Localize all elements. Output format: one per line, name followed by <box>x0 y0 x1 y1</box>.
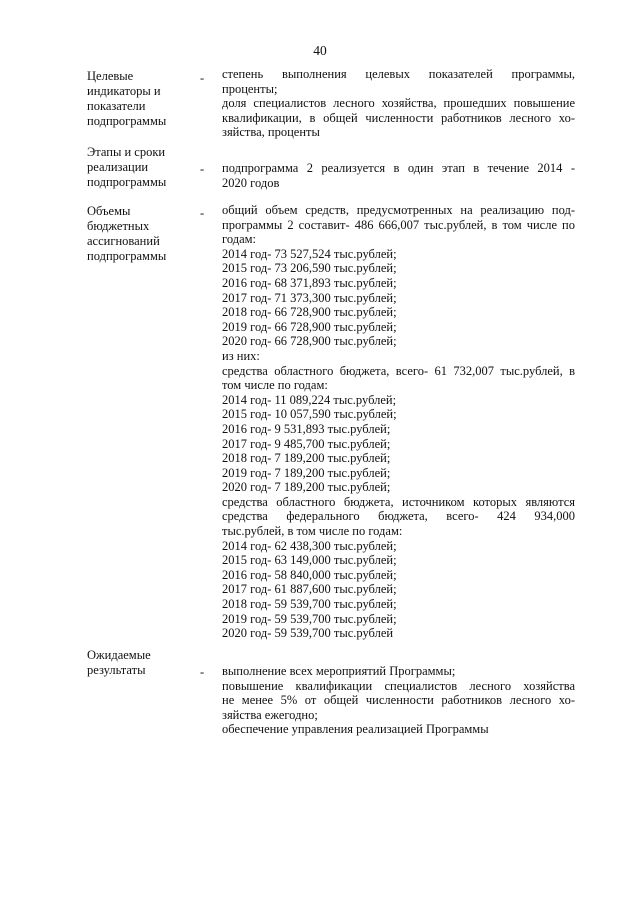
label-line: показатели <box>87 99 146 113</box>
content-line: 2019 год- 66 728,900 тыс.рублей; <box>222 319 397 334</box>
section-dash: - <box>200 71 205 85</box>
content-line: зяйства ежегодно; <box>222 707 318 722</box>
content-line: из них: <box>222 348 260 363</box>
content-line: подпрограмма 2 реализуется в один этап в течение 2014 - <box>222 161 575 175</box>
content-line: 2020 год- 7 189,200 тыс.рублей; <box>222 480 391 495</box>
content-line: зяйства, проценты <box>222 125 320 140</box>
section-content <box>222 67 575 140</box>
content-line: 2015 год- 63 149,000 тыс.рублей; <box>222 553 397 568</box>
content-line: квалификации, в общей численности работников лесного хо- <box>222 110 575 125</box>
content-line: 2018 год- 59 539,700 тыс.рублей; <box>222 597 397 612</box>
section-dash: - <box>200 162 205 176</box>
content-line: 2014 год- 62 438,300 тыс.рублей; <box>222 538 397 553</box>
content-line: общий объем средств, предусмотренных на реализацию под- <box>222 203 575 217</box>
section-label <box>87 204 195 264</box>
section-label <box>87 648 195 678</box>
content-line: средства областного бюджета, источником которых являются <box>222 494 575 509</box>
section-content <box>222 203 575 641</box>
content-line: средства областного бюджета, всего- 61 732,007 тыс.рублей, в <box>222 363 575 378</box>
section-content <box>222 161 575 190</box>
label-line: ассигнований <box>87 234 160 248</box>
label-line: Этапы и сроки <box>87 145 166 159</box>
section-dash: - <box>200 206 205 220</box>
content-line: годам: <box>222 232 256 247</box>
content-line: степень выполнения целевых показателей программы, <box>222 67 575 81</box>
content-line: 2017 год- 61 887,600 тыс.рублей; <box>222 582 397 597</box>
label-line: Ожидаемые <box>87 648 151 662</box>
content-line: 2018 год- 7 189,200 тыс.рублей; <box>222 451 391 466</box>
content-line: 2014 год- 73 527,524 тыс.рублей; <box>222 246 397 261</box>
label-line: реализации <box>87 160 149 174</box>
content-line: 2016 год- 58 840,000 тыс.рублей; <box>222 567 397 582</box>
content-line: 2019 год- 59 539,700 тыс.рублей; <box>222 611 397 626</box>
content-line: 2020 годов <box>222 175 280 190</box>
label-line: результаты <box>87 663 146 677</box>
content-line: выполнение всех мероприятий Программы; <box>222 664 456 678</box>
content-line: 2016 год- 68 371,893 тыс.рублей; <box>222 275 397 290</box>
content-line: 2014 год- 11 089,224 тыс.рублей; <box>222 392 397 407</box>
content-line: 2017 год- 71 373,300 тыс.рублей; <box>222 290 397 305</box>
content-line: 2019 год- 7 189,200 тыс.рублей; <box>222 465 391 480</box>
content-line: том числе по годам: <box>222 378 328 393</box>
label-line: Целевые <box>87 69 134 83</box>
content-line: 2016 год- 9 531,893 тыс.рублей; <box>222 421 391 436</box>
content-line: обеспечение управления реализацией Программы <box>222 722 489 737</box>
content-line: повышение квалификации специалистов лесного хозяйства <box>222 678 575 693</box>
content-line: доля специалистов лесного хозяйства, прошедших повышение <box>222 96 575 111</box>
content-line: проценты; <box>222 81 278 96</box>
content-line: тыс.рублей, в том числе по годам: <box>222 524 403 539</box>
content-line: 2018 год- 66 728,900 тыс.рублей; <box>222 305 397 320</box>
section-label <box>87 145 195 190</box>
label-line: подпрограммы <box>87 114 167 128</box>
content-line: 2017 год- 9 485,700 тыс.рублей; <box>222 436 391 451</box>
content-line: 2020 год- 59 539,700 тыс.рублей <box>222 626 394 641</box>
label-line: подпрограммы <box>87 175 167 189</box>
content-line: 2015 год- 10 057,590 тыс.рублей; <box>222 407 397 422</box>
content-line: программы 2 составит- 486 666,007 тыс.рублей, в том числе по <box>222 217 575 232</box>
label-line: Объемы <box>87 204 131 218</box>
label-line: индикаторы и <box>87 84 161 98</box>
section-dash: - <box>200 665 205 679</box>
section-content <box>222 664 575 737</box>
label-line: бюджетных <box>87 219 150 233</box>
content-line: 2015 год- 73 206,590 тыс.рублей; <box>222 261 397 276</box>
page-number: 40 <box>313 43 327 58</box>
content-line: не менее 5% от общей численности работников лесного хо- <box>222 693 575 708</box>
content-line: 2020 год- 66 728,900 тыс.рублей; <box>222 334 397 349</box>
label-line: подпрограммы <box>87 249 167 263</box>
section-label <box>87 69 195 129</box>
content-line: средства федерального бюджета, всего- 424 934,000 <box>222 509 575 524</box>
